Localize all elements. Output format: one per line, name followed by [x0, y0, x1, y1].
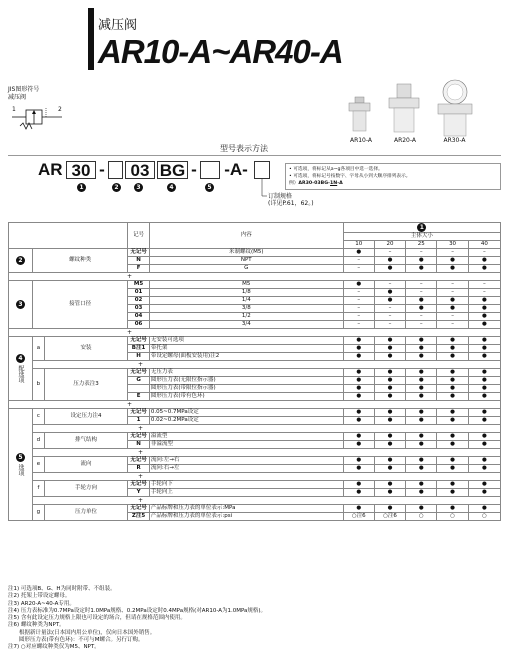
- code-example-prefix: AR30-03BG-: [298, 181, 330, 186]
- value-cell: ●: [343, 417, 374, 425]
- value-cell: ●: [468, 377, 500, 385]
- content-cell: M5: [149, 281, 343, 289]
- gap-row: [9, 401, 501, 409]
- content-cell: 3/4: [149, 321, 343, 329]
- value-cell: –: [374, 321, 405, 329]
- value-cell: –: [437, 313, 468, 321]
- value-cell: ●: [343, 337, 374, 345]
- option-name: 压力表注3: [44, 369, 127, 401]
- code-example-label: 例）: [289, 181, 299, 186]
- symbol-cell: 无记号: [128, 433, 150, 441]
- footnote: 注4) 压力表标准为0.7MPa设定时1.0MPa规格、0.2MPa设定时0.4MPa规格(对AR10-A为1.0MPa规格)。: [8, 607, 267, 614]
- value-cell: ●: [468, 265, 500, 273]
- value-cell: –: [406, 249, 437, 257]
- content-cell: 圆形压力表(无限位指示器): [149, 377, 343, 385]
- content-cell: G: [149, 265, 343, 273]
- value-cell: ●: [374, 337, 405, 345]
- value-cell: ●: [468, 441, 500, 449]
- order-line1: 订制规格: [268, 193, 293, 200]
- value-cell: ●: [374, 433, 405, 441]
- content-cell: 1/8: [149, 289, 343, 297]
- content-cell: 1/2: [149, 313, 343, 321]
- value-cell: ●: [437, 481, 468, 489]
- table-row: [9, 409, 501, 417]
- value-cell: ●: [468, 505, 500, 513]
- code-note-1: • 可选项，将标记从a~g各项目中选一选择。: [289, 167, 383, 172]
- value-cell: –: [437, 289, 468, 297]
- plus-cell: +: [33, 361, 501, 369]
- value-cell: –: [437, 321, 468, 329]
- value-cell: ●: [374, 385, 405, 393]
- content-cell: 流向:右→左: [149, 465, 343, 473]
- value-cell: ●: [437, 337, 468, 345]
- value-cell: ●: [406, 409, 437, 417]
- symbol-cell: R: [128, 465, 150, 473]
- value-cell: ○: [406, 513, 437, 521]
- value-cell: –: [343, 297, 374, 305]
- value-cell: ○: [468, 513, 500, 521]
- option-name: 流向: [44, 457, 127, 473]
- plus-cell: +: [33, 473, 501, 481]
- value-cell: –: [437, 281, 468, 289]
- product-label-ar20: AR20-A: [393, 137, 417, 144]
- value-cell: ●: [343, 465, 374, 473]
- group-num-cell: [9, 249, 33, 273]
- value-cell: ●: [406, 465, 437, 473]
- content-cell: 带设定螺母(面板安装用)注2: [149, 353, 343, 361]
- group-number: 1: [417, 223, 426, 232]
- header-symbol: 记号: [128, 223, 150, 249]
- value-cell: ●: [406, 433, 437, 441]
- option-letter: b: [33, 369, 45, 401]
- code-a-letter: A: [229, 160, 243, 179]
- content-cell: 无压力表: [149, 369, 343, 377]
- value-cell: –: [343, 321, 374, 329]
- value-cell: –: [343, 289, 374, 297]
- code-notes-box: [285, 163, 501, 190]
- value-cell: ●: [343, 385, 374, 393]
- value-cell: ●: [374, 377, 405, 385]
- content-cell: 无安装可选项: [149, 337, 343, 345]
- value-cell: –: [343, 305, 374, 313]
- option-name: 安装: [44, 337, 127, 361]
- value-cell: ●: [374, 257, 405, 265]
- spec-table: [8, 222, 501, 521]
- option-letter: c: [33, 409, 45, 425]
- order-spec-note: [268, 193, 314, 207]
- symbol-cell: 无记号: [128, 505, 150, 513]
- value-cell: ●: [374, 417, 405, 425]
- value-cell: ●: [343, 377, 374, 385]
- value-cell: ●: [468, 409, 500, 417]
- value-cell: ●: [406, 505, 437, 513]
- content-cell: 圆形压力表(带限位指示器): [149, 385, 343, 393]
- value-cell: ●: [343, 345, 374, 353]
- jis-line2: 减压阀: [8, 94, 27, 101]
- option-name: 排气结构: [44, 433, 127, 449]
- code-example-suffix: -A: [337, 181, 343, 186]
- symbol-cell: Y: [128, 489, 150, 497]
- value-cell: ●: [406, 481, 437, 489]
- value-cell: –: [468, 289, 500, 297]
- value-cell: ●: [468, 345, 500, 353]
- product-label-ar10: AR10-A: [349, 137, 373, 144]
- page-title: AR10-A~AR40-A: [98, 33, 343, 70]
- value-cell: ●: [374, 457, 405, 465]
- content-cell: 产品标牌和压力表的单位表示:psi: [149, 513, 343, 521]
- value-cell: ●: [374, 353, 405, 361]
- option-name: 压力单位: [44, 505, 127, 521]
- value-cell: ○: [437, 513, 468, 521]
- value-cell: ●: [437, 393, 468, 401]
- value-cell: ●: [343, 249, 374, 257]
- value-cell: ●: [468, 433, 500, 441]
- value-cell: ●: [437, 433, 468, 441]
- code-dash-2: -: [191, 160, 197, 179]
- option-letter: f: [33, 481, 45, 497]
- value-cell: ●: [468, 385, 500, 393]
- gap-row: [9, 473, 501, 481]
- value-cell: ●: [343, 353, 374, 361]
- header-size-num: [343, 223, 500, 233]
- code-num-3: 3: [134, 183, 143, 192]
- value-cell: ●: [374, 369, 405, 377]
- group-num-cell: [9, 409, 33, 521]
- value-cell: ●: [374, 289, 405, 297]
- value-cell: ●: [374, 481, 405, 489]
- value-cell: ●: [406, 457, 437, 465]
- footnote: 圆形压力表(带有色环)：不可与M螺合。另行订购。: [8, 637, 144, 644]
- symbol-cell: 02: [128, 297, 150, 305]
- value-cell: ●: [468, 393, 500, 401]
- group-number: 3: [16, 300, 25, 309]
- code-dash-4: -: [242, 160, 248, 179]
- plus-cell: +: [9, 273, 501, 281]
- value-cell: ●: [468, 305, 500, 313]
- value-cell: ●: [468, 481, 500, 489]
- value-cell: ●: [406, 337, 437, 345]
- port-2: 2: [58, 106, 62, 113]
- option-letter: e: [33, 457, 45, 473]
- value-cell: ●: [406, 305, 437, 313]
- value-cell: ●: [468, 489, 500, 497]
- gap-row: [9, 449, 501, 457]
- symbol-cell: 无记号: [128, 249, 150, 257]
- order-line2: (详见P.61，62。): [268, 200, 314, 207]
- value-cell: ●: [468, 297, 500, 305]
- header-size: 主体大小: [343, 233, 500, 241]
- value-cell: –: [374, 249, 405, 257]
- value-cell: ●: [406, 385, 437, 393]
- group-label: 选项: [17, 464, 24, 476]
- value-cell: ●: [343, 441, 374, 449]
- value-cell: –: [406, 289, 437, 297]
- value-cell: ●: [468, 257, 500, 265]
- value-cell: –: [343, 257, 374, 265]
- value-cell: ●: [406, 441, 437, 449]
- gap-row: [9, 425, 501, 433]
- value-cell: ●: [343, 369, 374, 377]
- content-cell: 手轮向下: [149, 481, 343, 489]
- value-cell: ●: [468, 417, 500, 425]
- group-number: 2: [16, 256, 25, 265]
- value-cell: ●: [437, 297, 468, 305]
- header-size-value: 40: [468, 241, 500, 249]
- value-cell: ●: [406, 257, 437, 265]
- symbol-cell: B注1: [128, 345, 150, 353]
- value-cell: ●: [343, 433, 374, 441]
- content-cell: 非溢流型: [149, 441, 343, 449]
- header-size-value: 20: [374, 241, 405, 249]
- value-cell: ●: [406, 377, 437, 385]
- value-cell: ●: [437, 353, 468, 361]
- section-title: 型号表示方法: [220, 144, 268, 153]
- plus-cell: +: [33, 425, 501, 433]
- footnote: 注1) 可选项B、G、H为同时附带、不组装。: [8, 586, 116, 592]
- code-dash-1: -: [99, 160, 105, 179]
- plus-cell: +: [9, 329, 501, 337]
- value-cell: ●: [437, 409, 468, 417]
- symbol-cell: F: [128, 265, 150, 273]
- value-cell: ●: [374, 465, 405, 473]
- group-label: 配选项: [17, 365, 24, 383]
- gap-row: [9, 329, 501, 337]
- value-cell: ●: [374, 393, 405, 401]
- value-cell: ●: [406, 265, 437, 273]
- value-cell: –: [374, 281, 405, 289]
- value-cell: ●: [374, 409, 405, 417]
- value-cell: ●: [437, 305, 468, 313]
- value-cell: –: [406, 313, 437, 321]
- code-num-5: 5: [205, 183, 214, 192]
- value-cell: ●: [343, 489, 374, 497]
- footnote: 注6) 螺纹种类为NPT。: [8, 622, 65, 629]
- value-cell: –: [468, 249, 500, 257]
- symbol-cell: 无记号: [128, 337, 150, 345]
- value-cell: ●: [343, 393, 374, 401]
- value-cell: ●: [343, 481, 374, 489]
- code-port-box: 03: [125, 161, 155, 179]
- symbol-cell: M5: [128, 281, 150, 289]
- group-number: 5: [16, 453, 25, 462]
- value-cell: ●: [437, 505, 468, 513]
- content-cell: 圆形压力表(带有色环): [149, 393, 343, 401]
- footnote: 注7) ○对应螺纹种类仅为M5、NPT。: [8, 644, 100, 651]
- option-name: 手轮方向: [44, 481, 127, 497]
- table-cell: [9, 223, 128, 249]
- value-cell: –: [343, 265, 374, 273]
- gap-row: [9, 497, 501, 505]
- value-cell: ○注6: [343, 513, 374, 521]
- page-subtitle: 减压阀: [98, 18, 138, 33]
- symbol-cell: 无记号: [128, 481, 150, 489]
- footnotes: [8, 586, 266, 652]
- footnote: 注3) AR20-A~40-A专用。: [8, 600, 75, 607]
- option-letter: a: [33, 337, 45, 361]
- symbol-cell: N: [128, 257, 150, 265]
- plus-cell: +: [33, 449, 501, 457]
- value-cell: ●: [343, 409, 374, 417]
- symbol-cell: H: [128, 353, 150, 361]
- value-cell: ●: [374, 505, 405, 513]
- value-cell: ●: [406, 417, 437, 425]
- symbol-cell: 01: [128, 289, 150, 297]
- content-cell: 产品标牌和压力表的单位表示:MPa: [149, 505, 343, 513]
- content-cell: 0.05~0.7MPa设定: [149, 409, 343, 417]
- option-letter: g: [33, 505, 45, 521]
- symbol-cell: 04: [128, 313, 150, 321]
- content-cell: 3/8: [149, 305, 343, 313]
- content-cell: 0.02~0.2MPa设定: [149, 417, 343, 425]
- footnote: 根据新计量法(日本国内用公单位)，仅向日本国外销售。: [8, 629, 156, 636]
- symbol-cell: 03: [128, 305, 150, 313]
- table-row: [9, 481, 501, 489]
- plus-cell: +: [33, 497, 501, 505]
- group-label: 螺纹种类: [33, 249, 128, 273]
- content-cell: 带托架: [149, 345, 343, 353]
- value-cell: ●: [437, 377, 468, 385]
- symbol-cell: [128, 385, 150, 393]
- header-content: 内容: [149, 223, 343, 249]
- code-ar: AR: [38, 160, 63, 179]
- group-num-cell: [9, 281, 33, 329]
- value-cell: –: [406, 321, 437, 329]
- value-cell: –: [343, 313, 374, 321]
- code-example-opt: 1N: [330, 181, 338, 186]
- code-size-box: 30: [66, 161, 96, 179]
- content-cell: 流向:左→右: [149, 457, 343, 465]
- value-cell: ●: [406, 353, 437, 361]
- value-cell: ●: [406, 297, 437, 305]
- symbol-cell: 06: [128, 321, 150, 329]
- value-cell: ●: [406, 489, 437, 497]
- gap-row: [9, 361, 501, 369]
- table-row: [9, 281, 501, 289]
- option-name: 设定压力注4: [44, 409, 127, 425]
- value-cell: ●: [374, 345, 405, 353]
- value-cell: ●: [343, 281, 374, 289]
- port-1: 1: [12, 106, 16, 113]
- content-cell: 米制螺纹(M5): [149, 249, 343, 257]
- footnote: 注5) 含有此设定压力规格上限也可设定的场合，但请在规格范围内使用。: [8, 615, 186, 622]
- value-cell: –: [437, 249, 468, 257]
- value-cell: ●: [468, 369, 500, 377]
- value-cell: ●: [406, 369, 437, 377]
- code-note-2: • 可选项，将标记号按数字、字母从小到大顺序排列表示。: [289, 174, 411, 179]
- value-cell: ●: [468, 337, 500, 345]
- value-cell: ●: [406, 393, 437, 401]
- group-num-cell: [9, 337, 33, 401]
- value-cell: ●: [437, 441, 468, 449]
- value-cell: ●: [437, 465, 468, 473]
- value-cell: ○注6: [374, 513, 405, 521]
- value-cell: ●: [437, 369, 468, 377]
- value-cell: –: [374, 305, 405, 313]
- table-row: [9, 369, 501, 377]
- header-size-value: 30: [437, 241, 468, 249]
- value-cell: ●: [468, 321, 500, 329]
- value-cell: ●: [468, 457, 500, 465]
- header-size-value: 25: [406, 241, 437, 249]
- symbol-cell: 无记号: [128, 369, 150, 377]
- symbol-cell: 无记号: [128, 457, 150, 465]
- content-cell: 手轮向上: [149, 489, 343, 497]
- table-row: [9, 249, 501, 257]
- table-row: [9, 433, 501, 441]
- value-cell: ●: [437, 345, 468, 353]
- value-cell: –: [374, 313, 405, 321]
- code-num-4: 4: [167, 183, 176, 192]
- value-cell: ●: [374, 265, 405, 273]
- content-cell: NPT: [149, 257, 343, 265]
- symbol-cell: E: [128, 393, 150, 401]
- value-cell: ●: [468, 353, 500, 361]
- header-size-value: 10: [343, 241, 374, 249]
- symbol-cell: G: [128, 377, 150, 385]
- value-cell: ●: [343, 457, 374, 465]
- value-cell: ●: [343, 505, 374, 513]
- symbol-cell: N: [128, 441, 150, 449]
- option-letter: d: [33, 433, 45, 449]
- value-cell: ●: [437, 489, 468, 497]
- value-cell: ●: [374, 489, 405, 497]
- value-cell: ●: [437, 257, 468, 265]
- value-cell: ●: [374, 297, 405, 305]
- footnote: 注2) 托架上带设定螺母。: [8, 593, 71, 600]
- group-label: 接管口径: [33, 281, 128, 329]
- value-cell: ●: [374, 441, 405, 449]
- value-cell: –: [406, 281, 437, 289]
- value-cell: ●: [437, 265, 468, 273]
- jis-line1: JIS图形符号: [8, 86, 40, 93]
- symbol-cell: 1: [128, 417, 150, 425]
- code-note-example: [289, 180, 497, 187]
- code-num-2: 2: [112, 183, 121, 192]
- value-cell: ●: [406, 345, 437, 353]
- code-num-1: 1: [77, 183, 86, 192]
- table-header-row: [9, 223, 501, 233]
- value-cell: ●: [468, 313, 500, 321]
- symbol-cell: 无记号: [128, 409, 150, 417]
- product-label-ar30: AR30-A: [443, 137, 466, 144]
- plus-cell: +: [9, 401, 501, 409]
- code-option-box: BG: [157, 161, 188, 179]
- value-cell: ●: [468, 465, 500, 473]
- value-cell: ●: [437, 385, 468, 393]
- value-cell: –: [468, 281, 500, 289]
- code-dash-3: -: [224, 160, 230, 179]
- value-cell: ●: [437, 417, 468, 425]
- table-row: [9, 457, 501, 465]
- table-row: [9, 337, 501, 345]
- content-cell: 溢流型: [149, 433, 343, 441]
- group-number: 4: [16, 354, 25, 363]
- symbol-cell: Z注5: [128, 513, 150, 521]
- content-cell: 1/4: [149, 297, 343, 305]
- table-row: [9, 505, 501, 513]
- gap-row: [9, 273, 501, 281]
- value-cell: ●: [437, 457, 468, 465]
